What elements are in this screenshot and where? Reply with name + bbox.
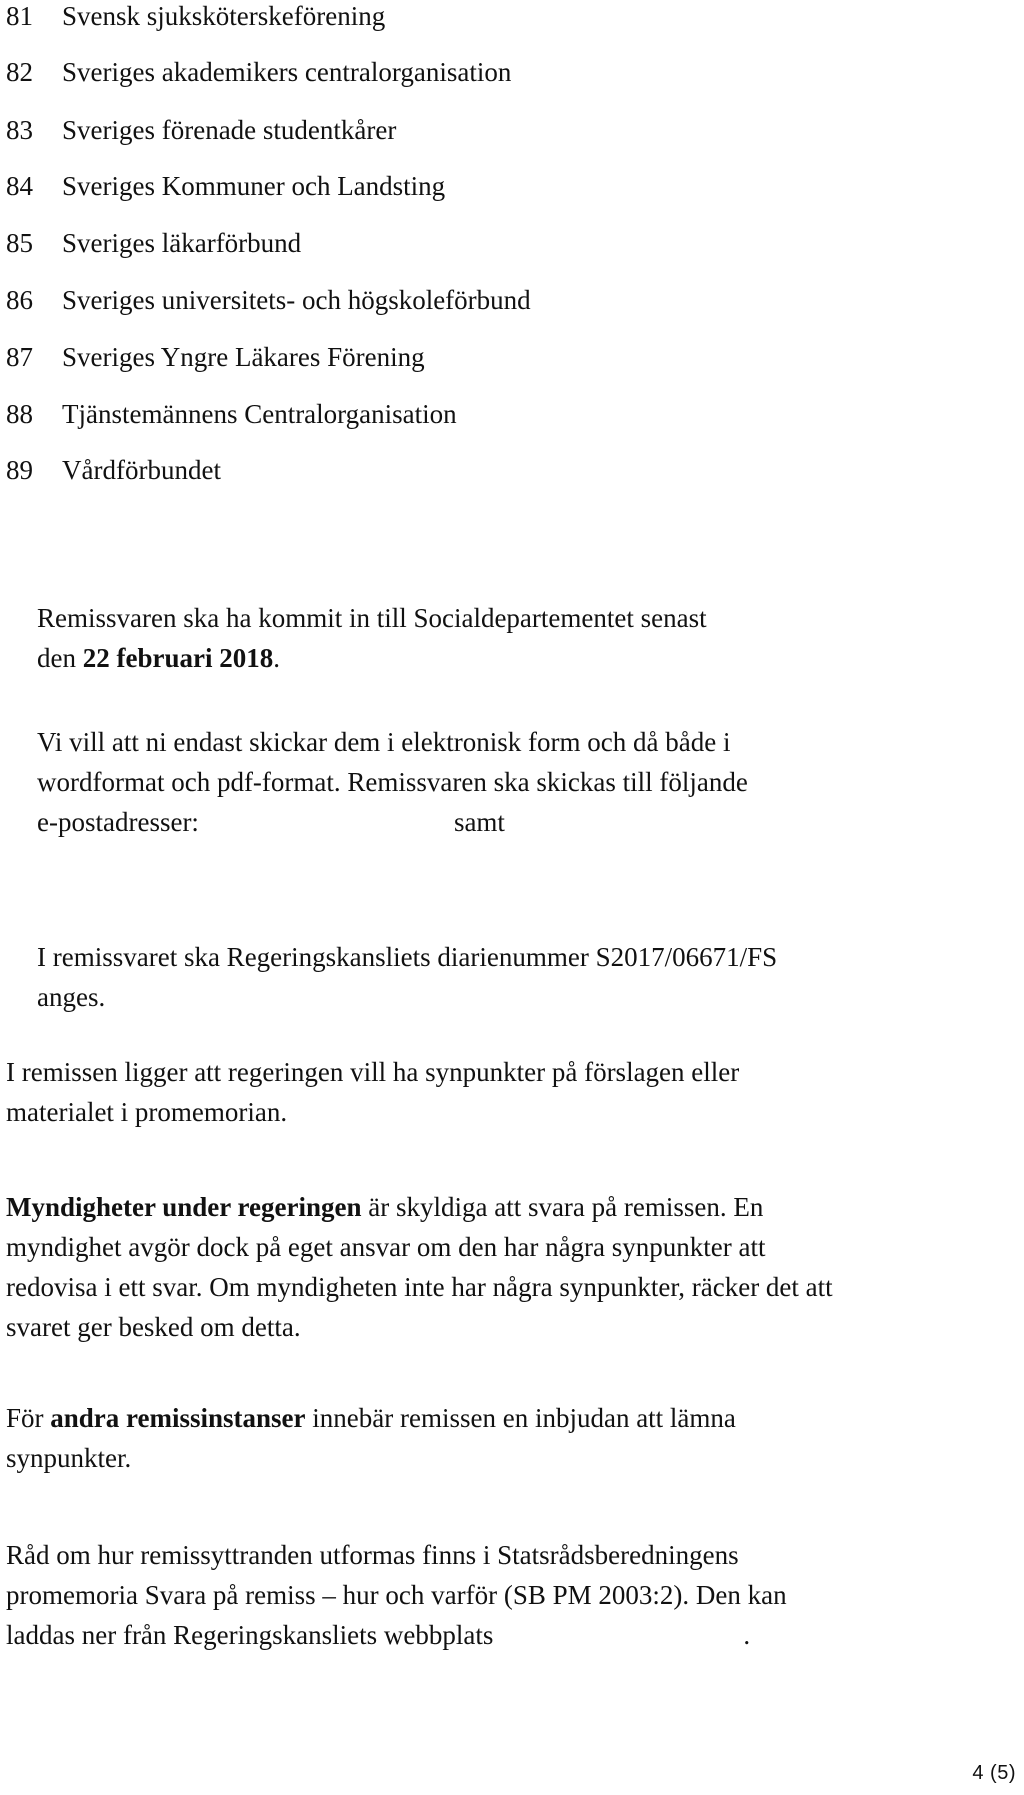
rad-webbplats: laddas ner från Regeringskansliets webbplats: [6, 1620, 494, 1650]
synpunkter-line: materialet i promemorian.: [6, 1097, 288, 1127]
diarienummer-paragraph: [37, 937, 777, 1017]
item-number: 85: [6, 228, 33, 258]
deadline-suffix: .: [273, 643, 280, 673]
rad-paragraph: [6, 1535, 787, 1655]
rad-line: [6, 1615, 787, 1655]
item-name: Sveriges läkarförbund: [62, 228, 302, 258]
myndigheter-paragraph: [6, 1187, 833, 1347]
myndigheter-bold: Myndigheter under regeringen: [6, 1192, 362, 1222]
andra-bold: andra remissinstanser: [50, 1403, 306, 1433]
andra-prefix: För: [6, 1403, 51, 1433]
myndigheter-rest: är skyldiga att svara på remissen. En: [361, 1192, 764, 1222]
synpunkter-line: I remissen ligger att regeringen vill ha synpunkter på förslagen eller: [6, 1057, 740, 1087]
diarienummer-line: I remissvaret ska Regeringskansliets diarienummer S2017/06671/FS: [37, 942, 778, 972]
myndigheter-line: redovisa i ett svar. Om myndigheten inte har några synpunkter, räcker det att: [6, 1272, 833, 1302]
andra-paragraph: [6, 1398, 736, 1478]
rad-period: .: [743, 1620, 751, 1650]
item-name: Svensk sjuksköterskeförening: [62, 1, 386, 31]
myndigheter-line: svaret ger besked om detta.: [6, 1312, 301, 1342]
item-number: 84: [6, 171, 33, 201]
myndigheter-line: myndighet avgör dock på eget ansvar om den har några synpunkter att: [6, 1232, 766, 1262]
andra-line: [6, 1398, 736, 1438]
format-line: wordformat och pdf-format. Remissvaren ska skickas till följande: [37, 767, 748, 797]
deadline-prefix: den: [37, 643, 83, 673]
deadline-date: 22 februari 2018: [82, 643, 274, 673]
andra-line: synpunkter.: [6, 1443, 132, 1473]
page-number: 4 (5): [972, 1762, 1016, 1784]
diarienummer-line: anges.: [37, 982, 106, 1012]
item-number: 82: [6, 57, 33, 87]
andra-rest: innebär remissen en inbjudan att lämna: [305, 1403, 736, 1433]
email-label: e-postadresser:: [37, 807, 199, 837]
format-paragraph: [37, 722, 748, 842]
item-name: Sveriges universitets- och högskoleförbund: [62, 285, 531, 315]
item-name: Sveriges akademikers centralorganisation: [62, 57, 512, 87]
myndigheter-line: [6, 1187, 833, 1227]
rad-line: promemoria Svara på remiss – hur och varför (SB PM 2003:2). Den kan: [6, 1580, 787, 1610]
synpunkter-paragraph: [6, 1052, 739, 1132]
rad-line: Råd om hur remissyttranden utformas finns i Statsrådsberedningens: [6, 1540, 739, 1570]
item-name: Sveriges förenade studentkårer: [62, 115, 397, 145]
item-number: 89: [6, 455, 33, 485]
item-name: Sveriges Kommuner och Landsting: [62, 171, 446, 201]
deadline-date-line: [37, 638, 707, 678]
format-line: Vi vill att ni endast skickar dem i elektronisk form och då både i: [37, 727, 731, 757]
item-number: 86: [6, 285, 33, 315]
deadline-line: Remissvaren ska ha kommit in till Socialdepartementet senast: [37, 603, 707, 633]
item-number: 81: [6, 1, 33, 31]
item-number: 87: [6, 342, 33, 372]
item-name: Sveriges Yngre Läkares Förening: [62, 342, 425, 372]
item-name: Tjänstemännens Centralorganisation: [62, 399, 457, 429]
email-samt: samt: [453, 807, 505, 837]
deadline-paragraph: [37, 598, 707, 678]
item-name: Vårdförbundet: [62, 455, 221, 485]
email-line: [37, 802, 748, 842]
item-number: 88: [6, 399, 33, 429]
item-number: 83: [6, 115, 33, 145]
